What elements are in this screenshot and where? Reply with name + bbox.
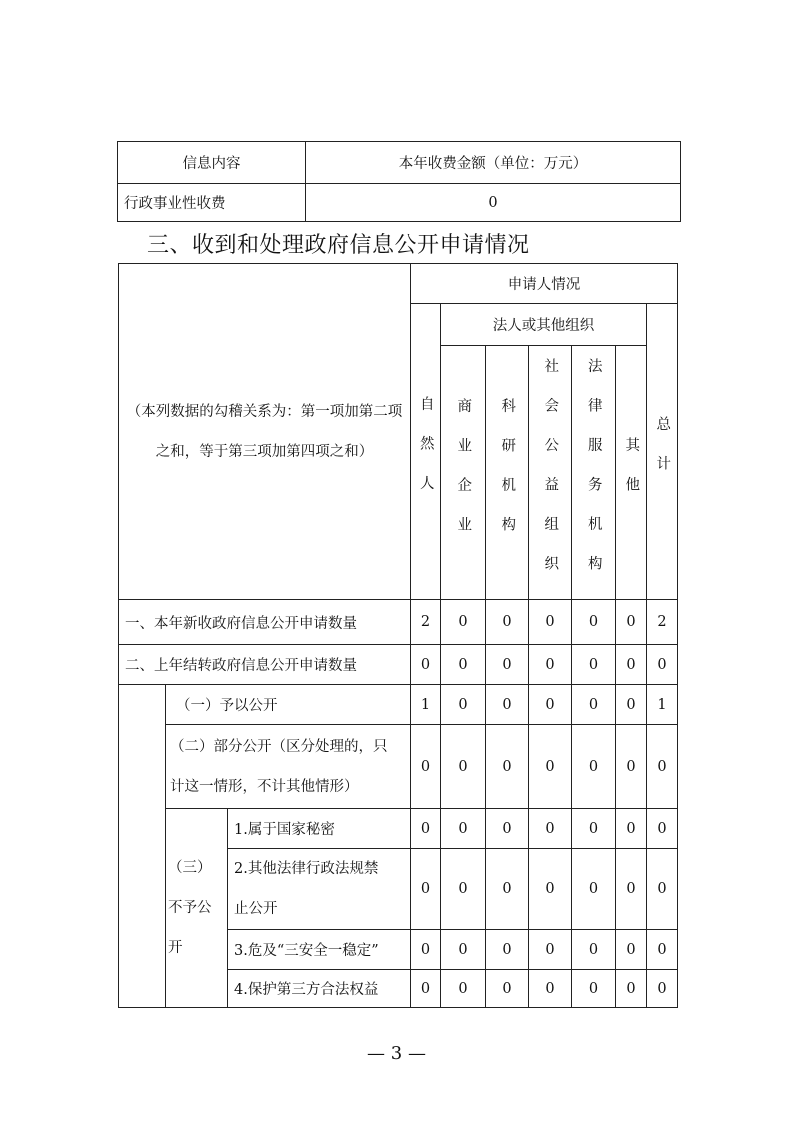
row-label: 一、本年新收政府信息公开申请数量 [119, 600, 411, 645]
cell: 0 [411, 725, 441, 809]
row-label: 1.属于国家秘密 [228, 809, 411, 849]
cell: 0 [616, 685, 647, 725]
cell: 0 [647, 645, 678, 685]
cell: 0 [529, 930, 572, 970]
cell: 0 [411, 809, 441, 849]
cell: 0 [411, 930, 441, 970]
cell: 0 [529, 725, 572, 809]
cell: 0 [647, 849, 678, 930]
table-row [119, 809, 678, 849]
table-row [119, 725, 678, 809]
row-label: （二）部分公开（区分处理的，只计这一情形，不计其他情形） [166, 725, 411, 809]
cell: 0 [572, 685, 616, 725]
table-row [119, 685, 678, 725]
row-label: 3.危及“三安全一稳定” [228, 930, 411, 970]
cell: 0 [441, 809, 486, 849]
cell: 0 [529, 600, 572, 645]
cell: 0 [411, 849, 441, 930]
cell: 0 [486, 930, 529, 970]
cell: 0 [529, 685, 572, 725]
cell: 0 [486, 600, 529, 645]
row-label: （一）予以公开 [166, 685, 411, 725]
page-number: — 3 — [367, 1043, 426, 1064]
cell: 0 [572, 970, 616, 1008]
cell: 0 [647, 725, 678, 809]
blank-group-cell [119, 685, 166, 1008]
cell: 0 [486, 725, 529, 809]
col-public-welfare: 社会公益组织 [542, 358, 559, 595]
cell: 0 [441, 685, 486, 725]
cell: 0 [441, 930, 486, 970]
cell: 0 [616, 725, 647, 809]
cell: 1 [647, 685, 678, 725]
cell: 0 [486, 809, 529, 849]
applications-table [118, 263, 678, 1008]
row-label: 4.保护第三方合法权益 [228, 970, 411, 1008]
col-natural-person: 自然人 [417, 396, 434, 515]
cell: 0 [572, 809, 616, 849]
row-label: 2.其他法律行政法规禁止公开 [228, 849, 411, 930]
cell: 0 [616, 849, 647, 930]
cell: 0 [572, 600, 616, 645]
cell: 0 [529, 849, 572, 930]
fee-row-label: 行政事业性收费 [118, 184, 306, 222]
cell: 0 [441, 970, 486, 1008]
fee-header-content: 信息内容 [118, 142, 306, 184]
cell: 0 [441, 725, 486, 809]
withheld-label: （三）不予公开 [166, 809, 228, 1008]
cell: 0 [411, 970, 441, 1008]
cell: 0 [647, 970, 678, 1008]
cell: 2 [411, 600, 441, 645]
cell: 0 [441, 600, 486, 645]
cell: 0 [572, 725, 616, 809]
cell: 0 [529, 645, 572, 685]
table-row [119, 645, 678, 685]
col-research: 科研机构 [499, 397, 516, 556]
cell: 0 [411, 645, 441, 685]
cell: 0 [441, 645, 486, 685]
cell: 0 [529, 970, 572, 1008]
cell: 1 [411, 685, 441, 725]
org-header: 法人或其他组织 [441, 304, 647, 346]
section-title: 三、收到和处理政府信息公开申请情况 [147, 233, 530, 258]
cell: 2 [647, 600, 678, 645]
col-total: 总计 [654, 416, 671, 495]
col-other: 其他 [623, 437, 640, 516]
cell: 0 [572, 930, 616, 970]
cell: 0 [441, 849, 486, 930]
cell: 0 [486, 685, 529, 725]
applicant-header: 申请人情况 [411, 264, 678, 304]
cell: 0 [572, 849, 616, 930]
cell: 0 [616, 809, 647, 849]
cell: 0 [486, 645, 529, 685]
corner-note: （本列数据的勾稽关系为：第一项加第二项之和，等于第三项加第四项之和） [119, 264, 411, 600]
cell: 0 [616, 600, 647, 645]
cell: 0 [616, 930, 647, 970]
col-legal-service: 法律服务机构 [585, 358, 602, 595]
cell: 0 [647, 930, 678, 970]
cell: 0 [616, 645, 647, 685]
cell: 0 [647, 809, 678, 849]
fee-header-amount: 本年收费金额（单位：万元） [306, 142, 681, 184]
cell: 0 [529, 809, 572, 849]
cell: 0 [572, 645, 616, 685]
row-label: 二、上年结转政府信息公开申请数量 [119, 645, 411, 685]
cell: 0 [486, 970, 529, 1008]
fee-row-value: 0 [306, 184, 681, 222]
col-business: 商业企业 [455, 397, 472, 556]
table-row [119, 600, 678, 645]
cell: 0 [486, 849, 529, 930]
fee-table [117, 141, 681, 222]
cell: 0 [616, 970, 647, 1008]
